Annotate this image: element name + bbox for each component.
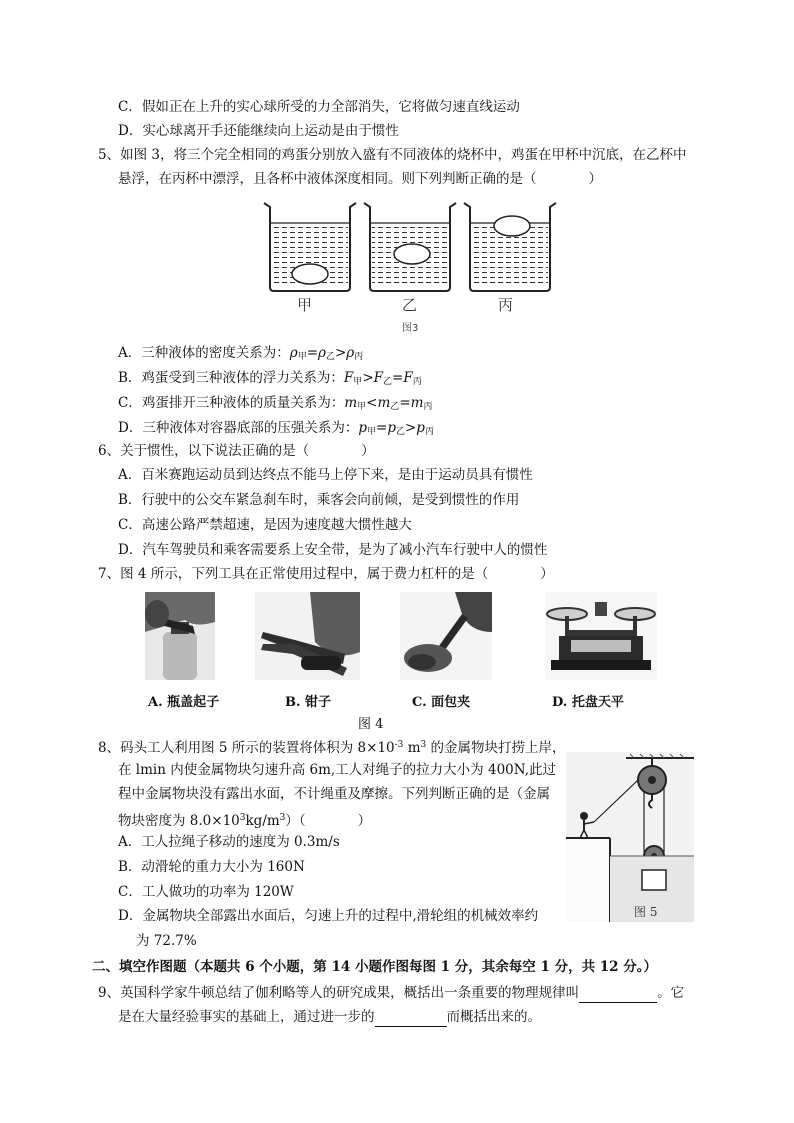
q6-stem-text: 6、关于惯性，以下说法正确的是（ [98,443,310,459]
q8-l4-sup: 3 [239,813,246,823]
figure-4-photo-a [145,592,215,680]
figure-4-photo-c [400,592,492,680]
q5-c-s2: 乙 [390,402,400,412]
figure-4-photo-d [545,592,657,680]
q9-l1-b: 。它 [657,985,685,1001]
q4-option-c: C．假如正在上升的实心球所受的力全部消失，它将做匀速直线运动 [118,99,520,115]
q5-option-c [118,393,432,417]
q6-option-d: D．汽车驾驶员和乘客需要系上安全带，是为了减小汽车行驶中人的惯性 [118,542,548,558]
q8-line2: 在 lmin 内使金属物块匀速升高 6m,工人对绳子的拉力大小为 400N,此过 [118,762,556,778]
q6-option-b: B．行驶中的公交车紧急刹车时，乘客会向前倾，是受到惯性的作用 [118,492,520,508]
q8-option-d-line1: D．金属物块全部露出水面后，匀速上升的过程中,滑轮组的机械效率约 [118,908,539,924]
q5-b-sym1: F [343,370,354,386]
q5-b-sym3: F [403,370,413,386]
q5-a-sym3: ρ [346,345,355,361]
q5-d-r1: = [376,420,388,436]
q7-stem-paren: ） [540,566,554,582]
beaker-bing [464,203,556,291]
q5-b-r2: = [392,370,404,386]
q8-l1-sup: -3 [394,740,404,750]
q5-a-r1: = [306,345,319,361]
q5-c-sym1: m [344,395,358,411]
q5-a-sym2: ρ [318,345,326,361]
figure-4-item-b: B. 钳子 [285,695,332,710]
q8-l4-sup2: 3 [279,813,286,823]
beaker-jia [264,203,356,291]
figure-4-caption: 图 4 [358,717,384,732]
q8-l4-c: ）（ [285,813,306,829]
q8-l1-sup2: 3 [420,740,427,750]
q8-line1 [98,735,566,758]
q6-option-c: C．高速公路严禁超速，是因为速度越大惯性越大 [118,517,412,533]
q8-option-d-line2: 为 72.7% [136,933,197,949]
q8-l4-d: ） [357,813,372,829]
q5-d-s1: 甲 [366,427,376,437]
q5-c-s3: 丙 [423,402,433,412]
q5-a-r2: > [334,345,347,361]
q7-stem [98,564,554,584]
q9-l1-a: 9、英国科学家牛顿总结了伽利略等人的研究成果，概括出一条重要的物理规律叫 [98,985,580,1001]
egg-floating [494,216,530,236]
q5-c-prefix: C．鸡蛋排开三种液体的质量关系为： [118,395,345,411]
q5-stem-line1: 5、如图 3，将三个完全相同的鸡蛋分别放入盛有不同液体的烧杯中，鸡蛋在甲杯中沉底，在乙杯中 [98,147,687,163]
q5-stem-paren: ） [588,171,602,187]
q5-c-sym3: m [410,395,424,411]
q8-option-b: B．动滑轮的重力大小为 160N [118,859,305,875]
q6-option-a: A．百米赛跑运动员到达终点不能马上停下来，是由于运动员具有惯性 [118,467,533,483]
q5-a-prefix: A．三种液体的密度关系为： [118,345,290,361]
label-bing: 丙 [498,296,514,314]
q7-stem-text: 7、图 4 所示，下列工具在正常使用过程中，属于费力杠杆的是（ [98,566,489,582]
figure-4-item-d: D. 托盘天平 [552,695,624,710]
q5-c-r2: = [399,395,411,411]
q9-l2-b: 而概括出来的。 [446,1009,541,1025]
q9-l2-a: 是在大量经验事实的基础上，通过进一步的 [118,1009,375,1025]
q5-d-sym2: p [387,420,396,436]
q9-line1 [98,983,684,1003]
q8-l4-b: kg/m [245,813,280,829]
q4-option-d: D．实心球离开手还能继续向上运动是由于惯性 [118,123,399,139]
q5-a-sym1: ρ [289,345,298,361]
q6-stem-paren: ） [361,443,375,459]
q5-stem-text: 悬浮，在丙杯中漂浮，且各杯中液体深度相同。则下列判断正确的是（ [118,171,537,187]
figure-4-item-a: A. 瓶盖起子 [148,695,220,710]
q5-a-s3: 丙 [354,352,364,362]
q5-a-s2: 乙 [325,352,335,362]
label-yi: 乙 [402,296,418,314]
figure-4-item-c: C. 面包夹 [412,695,471,710]
q8-option-a: A．工人拉绳子移动的速度为 0.3m/s [118,834,340,850]
figure-4-photo-b [255,592,360,680]
figure-5-pulley [566,752,694,922]
q5-b-r1: > [362,370,374,386]
q8-l1-a: 8、码头工人利用图 5 所示的装置将体积为 8×10 [98,740,395,756]
beaker-yi [364,203,456,291]
q5-a-s1: 甲 [297,352,307,362]
q6-stem [98,441,375,461]
q5-c-r1: < [366,395,378,411]
q9-blank-2[interactable] [375,1010,447,1027]
figure-5-caption: 图 5 [634,905,658,919]
q8-line3: 程中金属物块没有露出水面，不计绳重及摩擦。下列判断正确的是（金属 [118,786,550,802]
q5-b-prefix: B．鸡蛋受到三种液体的浮力关系为： [118,370,344,386]
q5-d-prefix: D．三种液体对容器底部的压强关系为： [118,420,359,436]
q5-d-sym1: p [358,420,367,436]
q5-option-a [118,343,363,367]
q9-blank-1[interactable] [579,986,657,1003]
q8-l1-b: m [403,740,421,756]
q5-b-s1: 甲 [353,377,363,387]
section-2-heading: 二、填空作图题（本题共 6 个小题，第 14 小题作图每图 1 分，其余每空 1 分，共 12 分。） [92,959,658,975]
q5-option-b [118,368,422,392]
q5-stem-line2 [118,169,602,189]
egg-suspended [394,244,430,264]
q8-option-c: C．工人做功的功率为 120W [118,884,294,900]
label-jia: 甲 [297,296,313,314]
q5-b-sym2: F [373,370,383,386]
q5-d-s2: 乙 [395,427,405,437]
q5-b-s3: 丙 [412,377,422,387]
q5-c-sym2: m [377,395,391,411]
q8-line4 [118,808,371,831]
figure-3-caption: 图3 [402,323,419,334]
q8-l1-c: 的金属物块打捞上岸， [426,740,566,756]
q5-c-s1: 甲 [357,402,367,412]
q5-d-sym3: p [416,420,425,436]
q5-b-s2: 乙 [383,377,393,387]
q8-l4-a: 物块密度为 8.0×10 [118,813,240,829]
q5-d-s3: 丙 [424,427,434,437]
q9-line2 [118,1007,541,1027]
q5-d-r2: > [404,420,417,436]
q5-option-d [118,418,434,442]
egg-sunk [292,264,328,284]
